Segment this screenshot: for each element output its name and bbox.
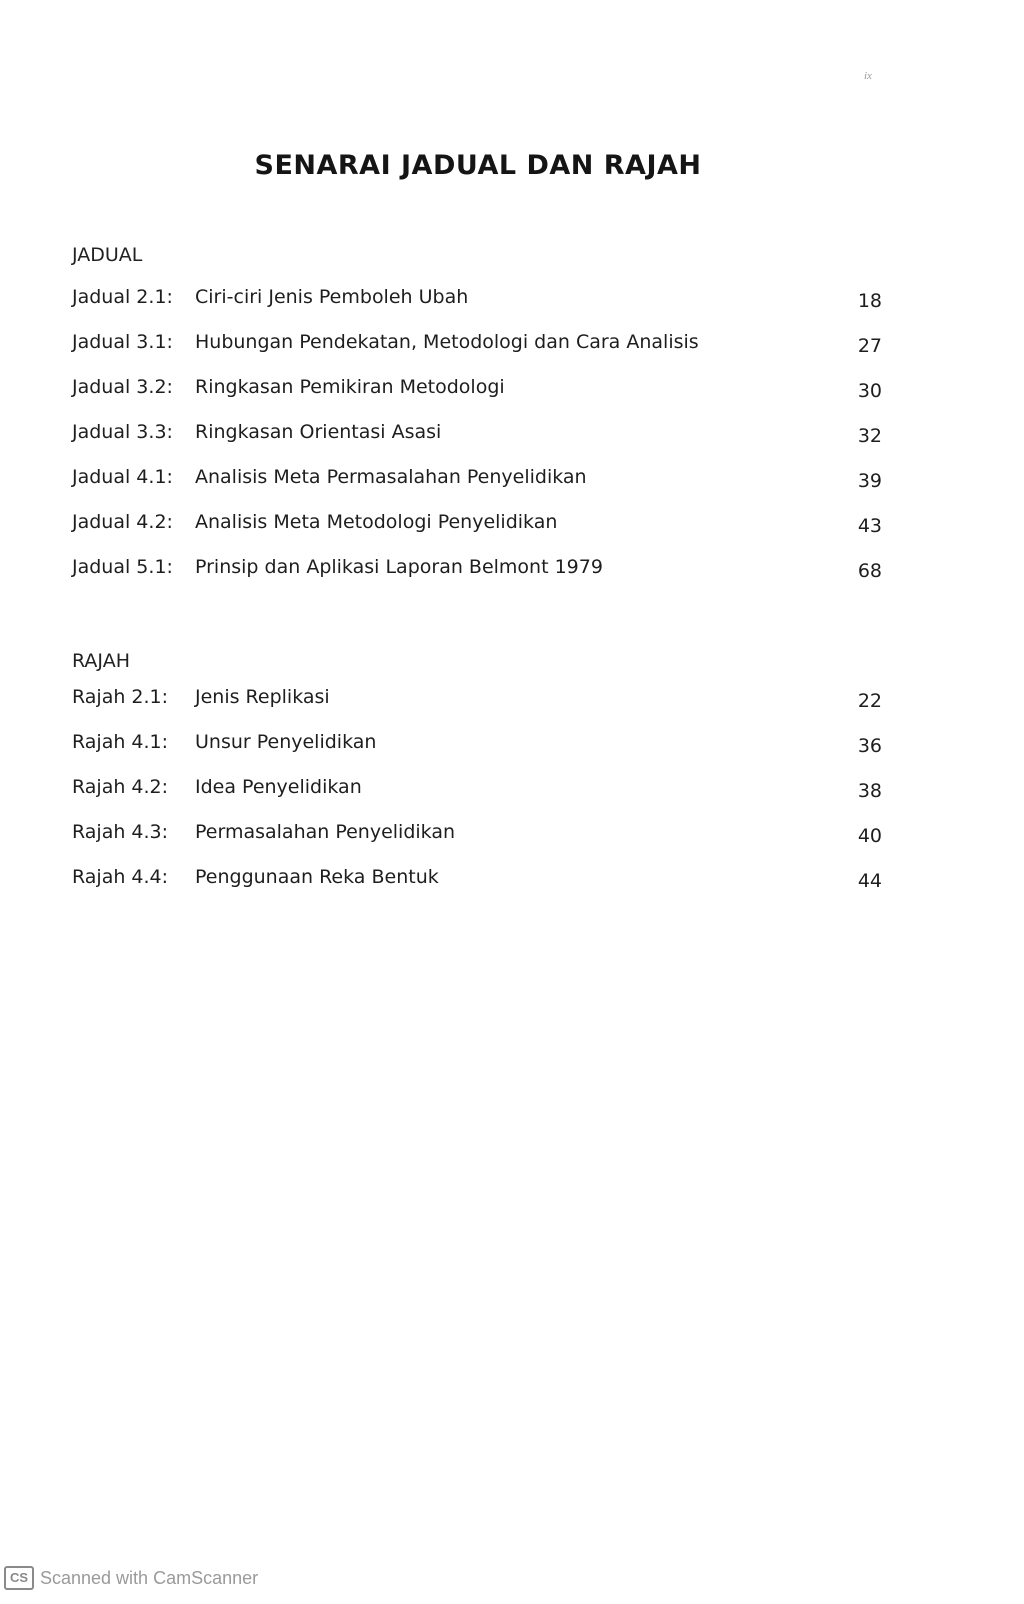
entry-page-number: 43 (857, 515, 882, 537)
entry-label: Rajah 2.1: (72, 686, 169, 708)
entry-page-number: 18 (857, 290, 882, 312)
list-item (72, 776, 882, 821)
entry-title: Permasalahan Penyelidikan (195, 821, 456, 843)
entry-page-number: 38 (857, 780, 882, 802)
camscanner-logo-icon: CS (4, 1566, 34, 1590)
entry-title: Ringkasan Pemikiran Metodologi (195, 376, 505, 398)
entry-page-number: 36 (857, 735, 882, 757)
entry-page-number: 39 (857, 470, 882, 492)
entry-title: Hubungan Pendekatan, Metodologi dan Cara Analisis (195, 331, 699, 353)
entry-title: Ciri-ciri Jenis Pemboleh Ubah (195, 286, 469, 308)
entry-title: Penggunaan Reka Bentuk (195, 866, 439, 888)
entry-label: Rajah 4.2: (72, 776, 169, 798)
list-item (72, 376, 882, 421)
entry-label: Jadual 5.1: (72, 556, 173, 578)
entry-label: Rajah 4.1: (72, 731, 169, 753)
entry-label: Jadual 4.2: (72, 511, 173, 533)
entry-label: Jadual 3.3: (72, 421, 173, 443)
entry-title: Unsur Penyelidikan (195, 731, 377, 753)
entry-page-number: 22 (857, 690, 882, 712)
entry-page-number: 40 (857, 825, 882, 847)
entry-title: Ringkasan Orientasi Asasi (195, 421, 442, 443)
entry-page-number: 27 (857, 335, 882, 357)
camscanner-watermark (4, 1566, 258, 1590)
list-item (72, 821, 882, 866)
page-number: ix (864, 70, 872, 82)
watermark-text: Scanned with CamScanner (40, 1567, 259, 1588)
entry-title: Idea Penyelidikan (195, 776, 362, 798)
page-title: SENARAI JADUAL DAN RAJAH (254, 150, 702, 181)
entry-title: Jenis Replikasi (195, 686, 330, 708)
entry-page-number: 30 (857, 380, 882, 402)
entry-page-number: 68 (857, 560, 882, 582)
rajah-section-heading: RAJAH (72, 650, 130, 672)
entry-page-number: 32 (857, 425, 882, 447)
list-item (72, 556, 882, 601)
list-item (72, 286, 882, 331)
entry-title: Prinsip dan Aplikasi Laporan Belmont 1979 (195, 556, 603, 578)
entry-label: Jadual 3.1: (72, 331, 173, 353)
entry-label: Rajah 4.4: (72, 866, 169, 888)
list-item (72, 421, 882, 466)
entry-label: Jadual 4.1: (72, 466, 173, 488)
entry-page-number: 44 (857, 870, 882, 892)
list-item (72, 466, 882, 511)
list-item (72, 511, 882, 556)
entry-title: Analisis Meta Permasalahan Penyelidikan (195, 466, 587, 488)
rajah-list (72, 686, 882, 911)
list-item (72, 866, 882, 911)
entry-label: Rajah 4.3: (72, 821, 169, 843)
list-item (72, 731, 882, 776)
entry-title: Analisis Meta Metodologi Penyelidikan (195, 511, 558, 533)
entry-label: Jadual 2.1: (72, 286, 173, 308)
jadual-list (72, 286, 882, 601)
jadual-section-heading: JADUAL (72, 244, 143, 266)
entry-label: Jadual 3.2: (72, 376, 173, 398)
list-item (72, 331, 882, 376)
list-item (72, 686, 882, 731)
